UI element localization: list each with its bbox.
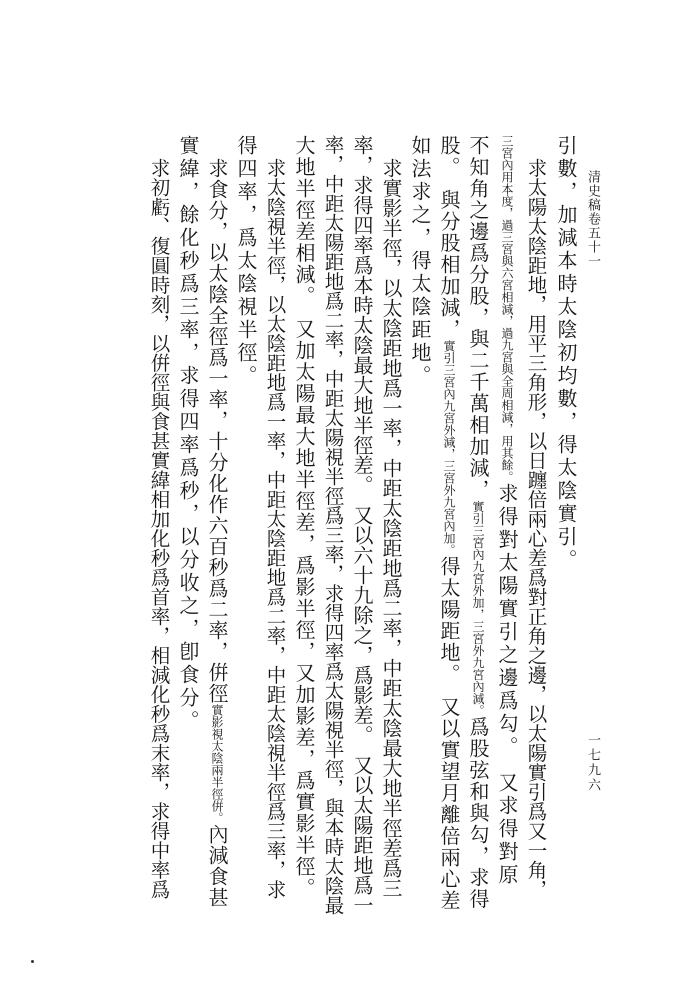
text-column (178, 135, 198, 733)
text-column (149, 158, 169, 899)
column-text: 求得對太陽實引之邊爲勾。 又求得對原 (495, 483, 519, 887)
column-text: 內減食甚 (205, 824, 229, 908)
column-text: 率，中距太陽距地爲二率，中距太陽視半徑爲三率，求得四率爲太陽視半徑，與本時太陰最 (321, 135, 345, 915)
running-header: 清史稿卷五十一 (585, 170, 600, 268)
text-column (352, 135, 372, 915)
text-column (265, 158, 285, 899)
column-text: 大地半徑差相減。 又加太陽最大地半徑差，爲影半徑，又加影差，爲實影半徑。 (292, 135, 316, 899)
column-text: 求太陽太陰距地，用平三角形，以日躔倍兩心差爲對正角之邊，以太陽實引爲又一角， (524, 158, 548, 899)
interlinear-note: 三宮內用本度，過三宮與六宮相減，過九宮與全周相減，用其餘。 (500, 135, 514, 483)
text-column (294, 135, 314, 899)
text-column (497, 135, 517, 887)
column-text: 率，求得四率爲本時太陰最大地半徑差。 又以六十九除之，爲影差。 又以太陽距地爲一 (350, 135, 374, 915)
text-column (207, 158, 227, 908)
text-column (526, 158, 546, 899)
column-text: 實緯，餘化秒爲三率，求得四率爲秒，以分收之，卽食分。 (176, 135, 200, 733)
column-text: 求太陰視半徑，以太陰距地爲一率，中距太陰距地爲二率，中距太陰視半徑爲三率，求 (263, 158, 287, 899)
interlinear-note: 實引三宮內九宮外加，三宮外九宮內減。 (471, 500, 485, 717)
column-text: 求食分，以太陰全徑爲一率，十分化作六百秒爲二率，倂徑 (205, 158, 229, 704)
column-text: 求初虧、復圓時刻，以倂徑與食甚實緯相加化秒爲首率，相減化秒爲末率，求得中率爲 (147, 158, 171, 899)
margin-speck (31, 960, 34, 963)
text-column (439, 135, 459, 912)
column-text: 求實影半徑，以太陰距地爲一率，中距太陰距地爲二率，中距太陰最大地半徑差爲三 (379, 158, 403, 898)
text-column (556, 135, 576, 572)
text-column (381, 158, 401, 898)
interlinear-note: 實引三宮內九宮外減，三宮外九宮內加。 (442, 340, 456, 556)
column-text: 得太陽距地。 又以實望月離倍兩心差 (437, 556, 461, 912)
column-text: 如法求之，得太陰距地。 (408, 135, 432, 388)
column-text: 股。 與分股相加減， (437, 135, 461, 340)
column-text: 不知角之邊爲分股，與二千萬相加減， (466, 135, 490, 501)
text-column (236, 135, 256, 388)
text-column (468, 135, 488, 910)
column-text: 得四率，爲太陰視半徑。 (234, 135, 258, 388)
column-text: 引數，加減本時太陰初均數，得太陰實引。 (554, 135, 578, 572)
column-text: 爲股弦和與勾，求得 (466, 716, 490, 910)
interlinear-note: 實影視太陰兩半徑倂。 (210, 704, 224, 824)
page-number: 一七九六 (585, 733, 600, 793)
text-column (323, 135, 343, 915)
text-column (410, 135, 430, 388)
